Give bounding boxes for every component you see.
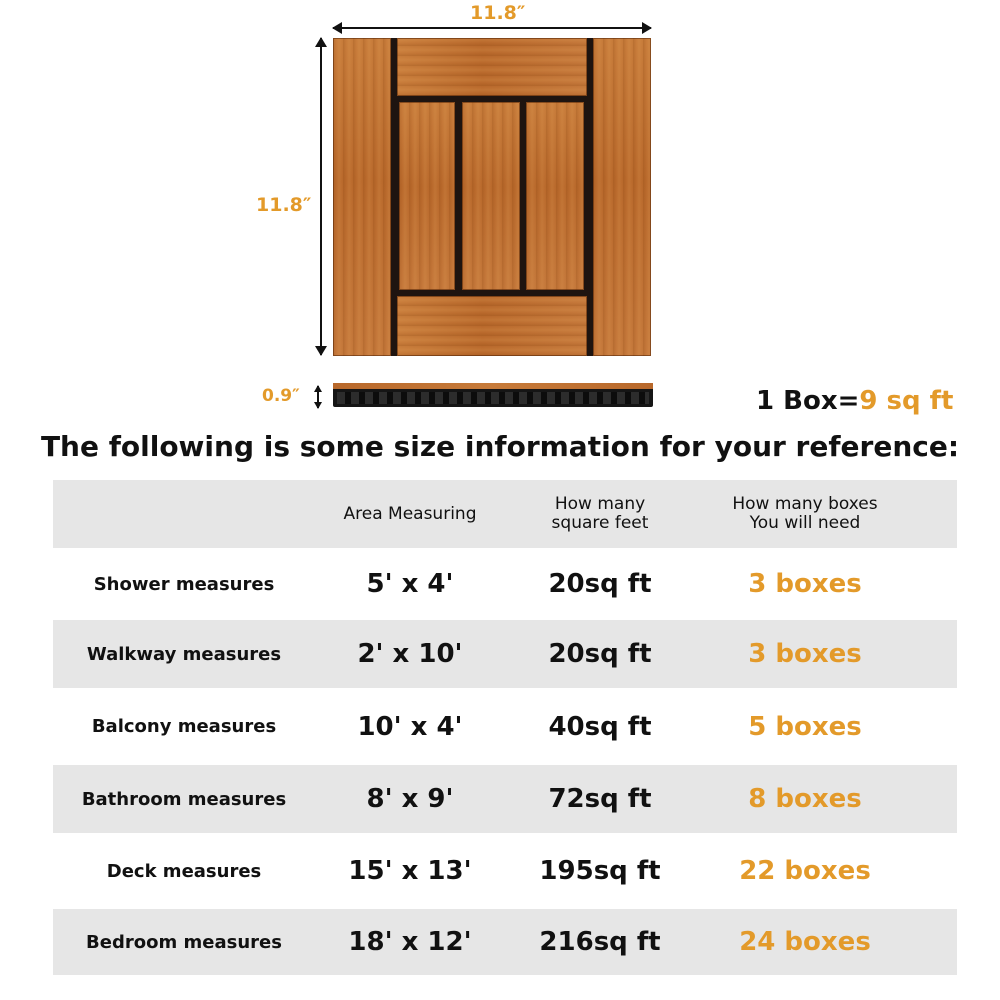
table-row bbox=[53, 833, 957, 909]
plank-center-3 bbox=[526, 102, 584, 290]
plank-center-1 bbox=[399, 102, 455, 290]
row-boxes: 8 boxes bbox=[748, 784, 862, 814]
row-label: Walkway measures bbox=[86, 643, 282, 665]
header-sqft-line1: How many bbox=[554, 494, 646, 514]
box-coverage-prefix: 1 Box= bbox=[756, 386, 860, 416]
row-boxes: 3 boxes bbox=[748, 639, 862, 669]
row-sqft: 216sq ft bbox=[539, 927, 661, 957]
row-area: 15' x 13' bbox=[348, 856, 472, 886]
size-info-heading: The following is some size information for your reference: bbox=[40, 430, 960, 463]
side-interlock-base bbox=[337, 392, 649, 404]
table-header-row bbox=[53, 480, 957, 548]
row-label: Shower measures bbox=[93, 573, 275, 595]
plank-top bbox=[397, 38, 587, 96]
row-label: Bedroom measures bbox=[86, 931, 282, 953]
height-label: 11.8″ bbox=[256, 194, 312, 216]
row-sqft: 195sq ft bbox=[539, 856, 661, 886]
box-coverage-value: 9 sq ft bbox=[859, 386, 954, 416]
box-coverage-note bbox=[756, 386, 953, 416]
plank-left bbox=[333, 38, 391, 356]
row-area: 10' x 4' bbox=[357, 711, 463, 742]
row-boxes: 5 boxes bbox=[748, 711, 862, 742]
header-boxes-line1: How many boxes bbox=[732, 494, 878, 514]
thickness-label: 0.9″ bbox=[262, 386, 300, 406]
tile-side-profile-image bbox=[333, 383, 653, 407]
table-row bbox=[53, 620, 957, 688]
row-area: 5' x 4' bbox=[366, 569, 454, 599]
row-sqft: 40sq ft bbox=[548, 711, 652, 742]
height-arrow bbox=[320, 38, 322, 355]
size-reference-table bbox=[53, 480, 957, 975]
header-area: Area Measuring bbox=[343, 503, 477, 524]
row-boxes: 24 boxes bbox=[739, 927, 871, 957]
row-area: 8' x 9' bbox=[366, 784, 454, 814]
row-label: Bathroom measures bbox=[81, 788, 287, 810]
plank-bottom bbox=[397, 296, 587, 356]
row-sqft: 72sq ft bbox=[548, 784, 652, 814]
plank-right bbox=[593, 38, 651, 356]
row-area: 18' x 12' bbox=[348, 927, 472, 957]
deck-tile-image bbox=[333, 38, 651, 356]
table-row bbox=[53, 909, 957, 975]
row-sqft: 20sq ft bbox=[548, 639, 652, 669]
row-label: Deck measures bbox=[106, 860, 262, 882]
row-label: Balcony measures bbox=[91, 716, 277, 737]
row-boxes: 3 boxes bbox=[748, 569, 862, 599]
table-row bbox=[53, 765, 957, 833]
side-wood-layer bbox=[333, 383, 653, 389]
row-area: 2' x 10' bbox=[357, 639, 463, 669]
plank-center-2 bbox=[462, 102, 520, 290]
table-row bbox=[53, 688, 957, 765]
row-boxes: 22 boxes bbox=[739, 856, 871, 886]
width-arrow bbox=[333, 27, 651, 29]
row-sqft: 20sq ft bbox=[548, 569, 652, 599]
header-boxes bbox=[695, 495, 915, 533]
header-boxes-line2: You will need bbox=[749, 513, 861, 533]
header-sqft-line2: square feet bbox=[551, 513, 649, 533]
thickness-arrow bbox=[317, 386, 319, 408]
header-sqft bbox=[505, 495, 695, 533]
width-label: 11.8″ bbox=[470, 2, 526, 24]
table-row bbox=[53, 548, 957, 620]
